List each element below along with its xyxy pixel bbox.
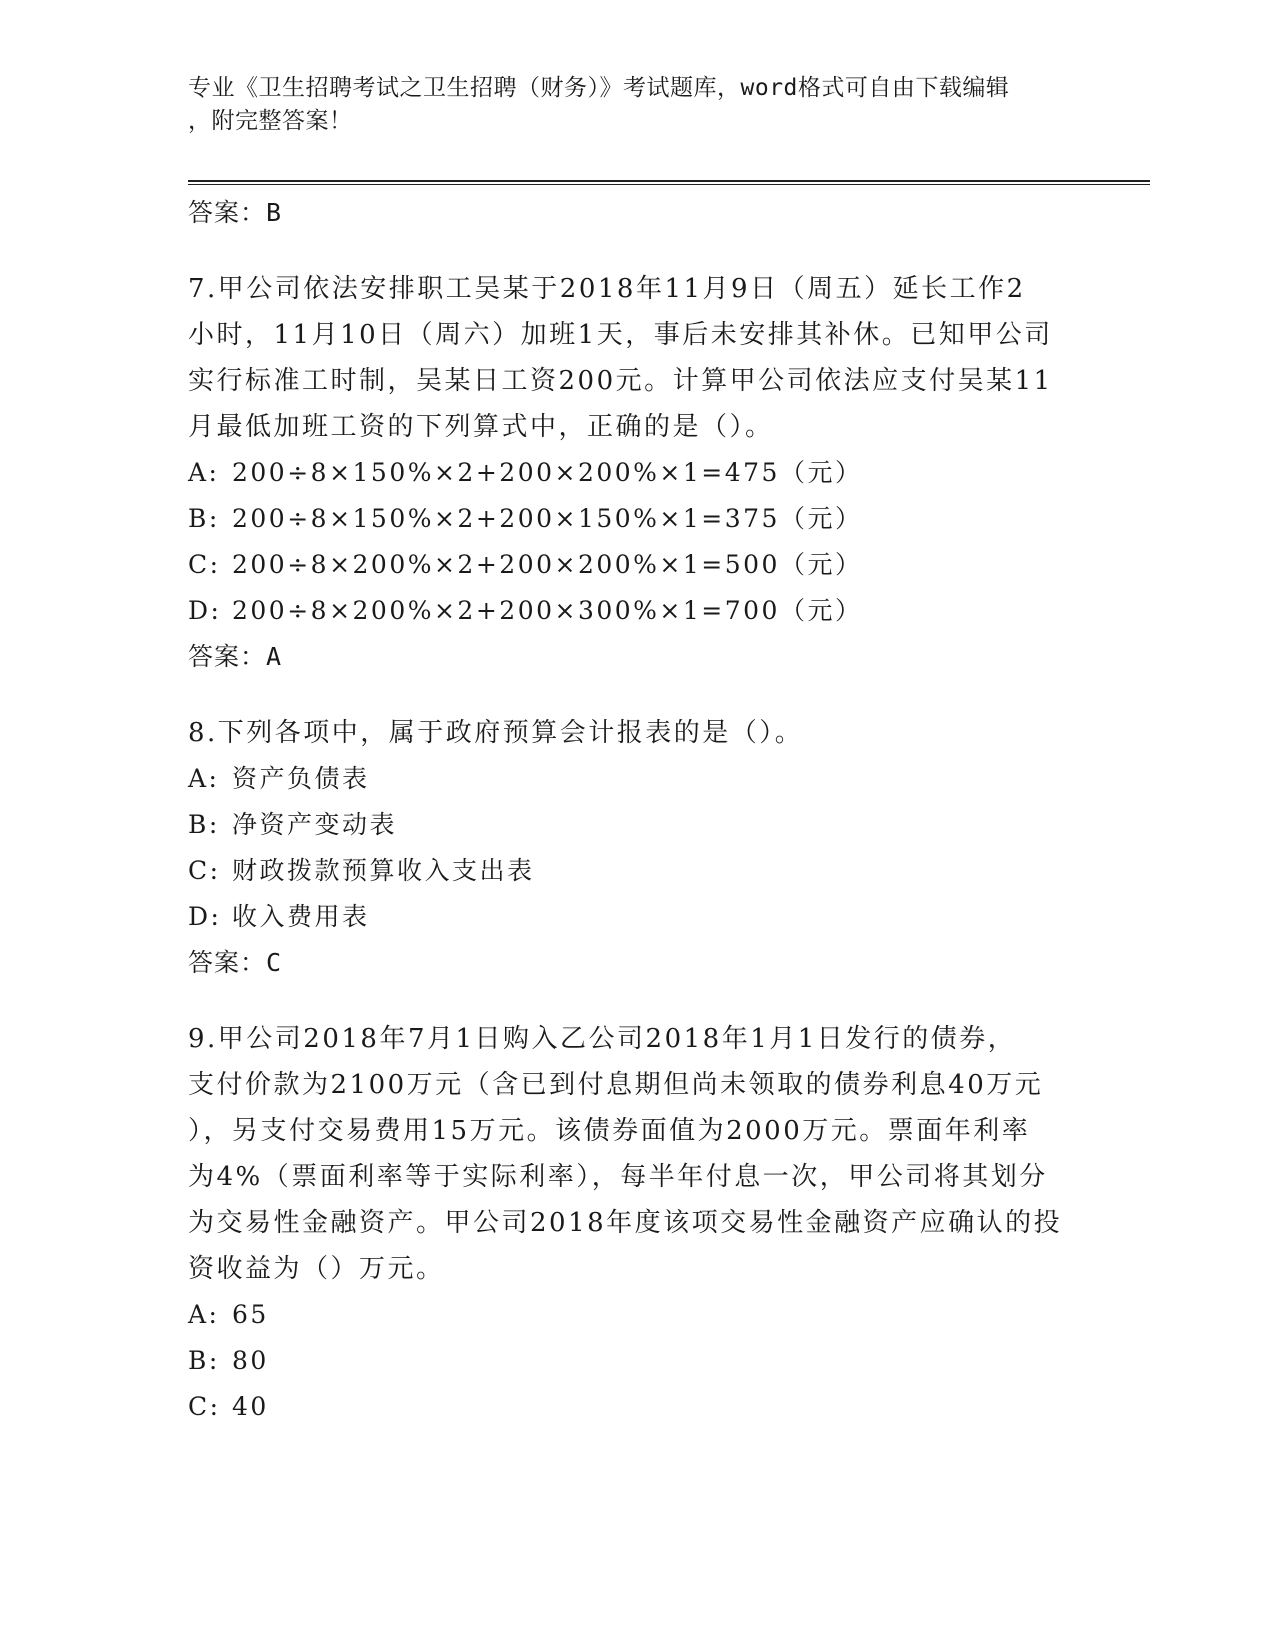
option-text: 净资产变动表 [232,810,398,839]
option-letter: A: [188,458,220,487]
option-letter: B: [188,1346,220,1375]
answer-label: 答案：A [188,642,283,671]
spacer [188,986,1088,1016]
option-b [188,802,1088,848]
question-7 [188,266,1088,680]
option-a [188,450,1088,496]
stem-line: 8.下列各项中，属于政府预算会计报表的是（）。 [188,718,804,748]
stem-line: 支付价款为2100万元（含已到付息期但尚未领取的债券利息40万元 [188,1070,1044,1100]
question-8 [188,710,1088,986]
answer-label: 答案：B [188,198,283,227]
stem-line: ），另支付交易费用15万元。该债券面值为2000万元。票面年利率 [188,1116,1031,1146]
spacer [188,236,1088,266]
option-text: 资产负债表 [232,764,370,793]
header-line-2: ，附完整答案！ [188,108,353,134]
option-letter: B: [188,810,220,839]
option-text: 200÷8×150%×2+200×150%×1=375（元） [232,504,863,533]
document-header [188,72,1068,138]
stem-line: 7.甲公司依法安排职工吴某于2018年11月9日（周五）延长工作2 [188,274,1026,304]
option-text: 收入费用表 [232,902,370,931]
option-text: 财政拨款预算收入支出表 [232,856,535,885]
option-text: 65 [232,1300,269,1329]
stem-line: 小时，11月10日（周六）加班1天，事后未安排其补休。已知甲公司 [188,320,1053,350]
option-a [188,756,1088,802]
option-d [188,894,1088,940]
option-text: 40 [232,1392,269,1421]
option-c [188,848,1088,894]
option-letter: C: [188,1392,221,1421]
option-letter: C: [188,550,221,579]
question-stem [188,710,1068,756]
stem-line: 为4%（票面利率等于实际利率），每半年付息一次，甲公司将其划分 [188,1162,1048,1192]
option-letter: A: [188,764,220,793]
option-a [188,1292,1088,1338]
document-body [188,190,1088,1430]
question-9 [188,1016,1088,1430]
stem-line: 实行标准工时制，吴某日工资200元。计算甲公司依法应支付吴某11 [188,366,1053,396]
option-letter: A: [188,1300,220,1329]
option-text: 200÷8×200%×2+200×200%×1=500（元） [232,550,863,579]
stem-line: 资收益为（）万元。 [188,1254,445,1284]
option-text: 200÷8×150%×2+200×200%×1=475（元） [232,458,863,487]
option-text: 80 [232,1346,269,1375]
option-letter: D: [188,596,222,625]
header-divider [188,180,1150,185]
question-stem [188,1016,1068,1292]
spacer [188,680,1088,710]
option-d [188,588,1088,634]
option-letter: C: [188,856,221,885]
option-letter: D: [188,902,222,931]
option-b [188,1338,1088,1384]
answer-label: 答案：C [188,948,283,977]
stem-line: 9.甲公司2018年7月1日购入乙公司2018年1月1日发行的债券， [188,1024,1017,1054]
stem-line: 月最低加班工资的下列算式中，正确的是（）。 [188,412,774,442]
option-c [188,542,1088,588]
header-line-1: 专业《卫生招聘考试之卫生招聘（财务）》考试题库，word格式可自由下载编辑 [188,75,1010,101]
question-stem [188,266,1068,450]
option-b [188,496,1088,542]
option-letter: B: [188,504,220,533]
option-c [188,1384,1088,1430]
stem-line: 为交易性金融资产。甲公司2018年度该项交易性金融资产应确认的投 [188,1208,1063,1238]
option-text: 200÷8×200%×2+200×300%×1=700（元） [232,596,863,625]
